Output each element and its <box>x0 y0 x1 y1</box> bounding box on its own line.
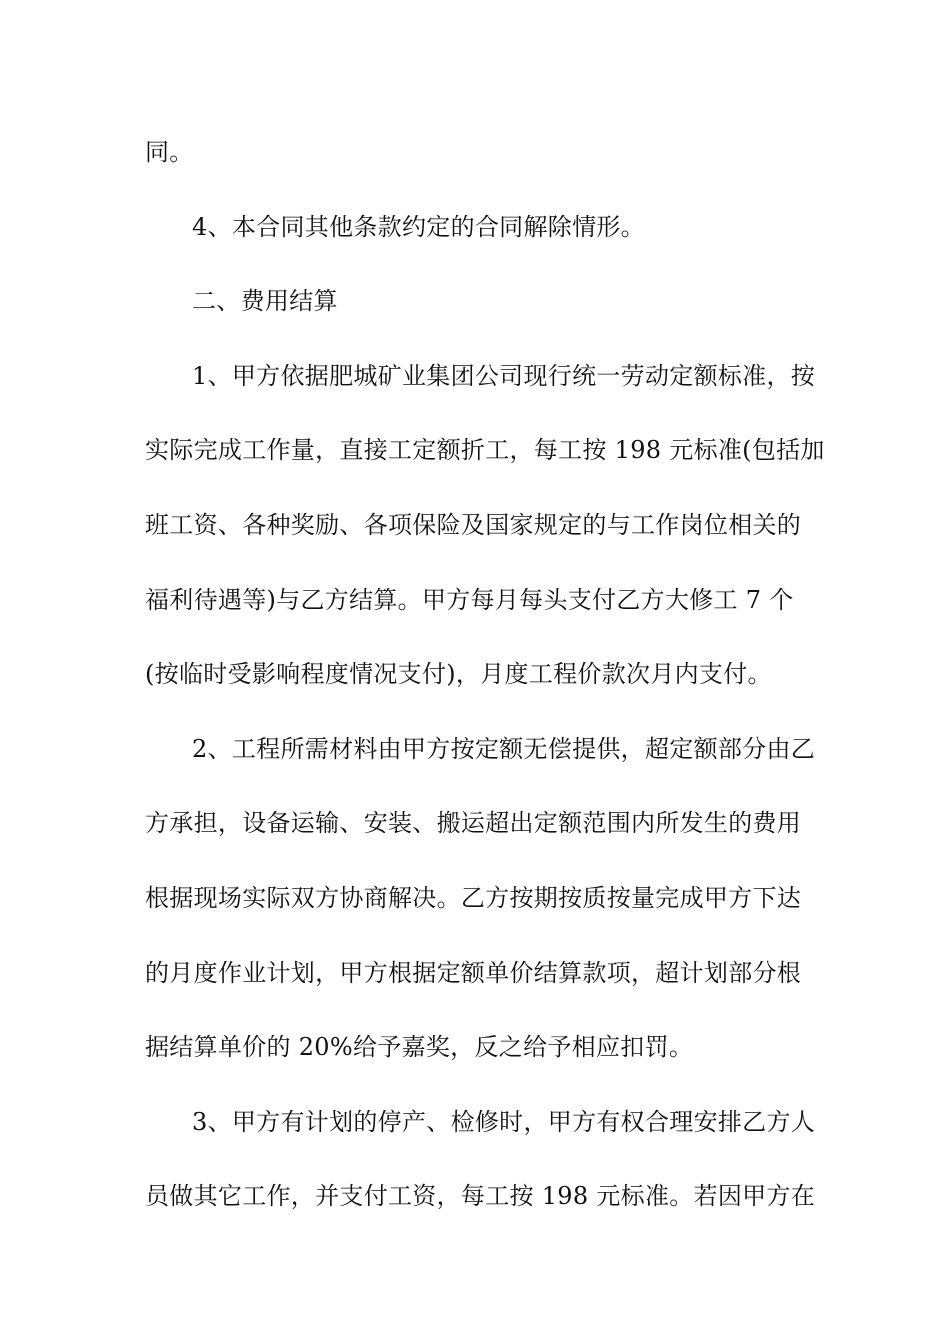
text-line: 据结算单价的 20%给予嘉奖，反之给予相应扣罚。 <box>145 1033 694 1061</box>
text-line: 方承担，设备运输、安装、搬运超出定额范围内所发生的费用 <box>145 809 802 837</box>
text-line: 根据现场实际双方协商解决。乙方按期按质按量完成甲方下达 <box>145 884 802 912</box>
text-line: 同。 <box>145 138 194 166</box>
text-line: 3、甲方有计划的停产、检修时，甲方有权合理安排乙方人 <box>192 1108 816 1136</box>
text-line: 员做其它工作，并支付工资，每工按 198 元标准。若因甲方在 <box>145 1182 816 1210</box>
text-line: 班工资、各种奖励、各项保险及国家规定的与工作岗位相关的 <box>145 511 802 539</box>
text-line: 实际完成工作量，直接工定额折工，每工按 198 元标准(包括加 <box>145 436 825 464</box>
text-line: 的月度作业计划，甲方根据定额单价结算款项，超计划部分根 <box>145 959 802 987</box>
section-heading: 二、费用结算 <box>192 287 338 315</box>
text-line: 4、本合同其他条款约定的合同解除情形。 <box>192 213 645 241</box>
text-line: 1、甲方依据肥城矿业集团公司现行统一劳动定额标准，按 <box>192 362 816 390</box>
text-line: 福利待遇等)与乙方结算。甲方每月每头支付乙方大修工 7 个 <box>145 586 794 614</box>
text-line: 2、工程所需材料由甲方按定额无偿提供，超定额部分由乙 <box>192 735 816 763</box>
text-line: (按临时受影响程度情况支付)，月度工程价款次月内支付。 <box>145 660 772 688</box>
